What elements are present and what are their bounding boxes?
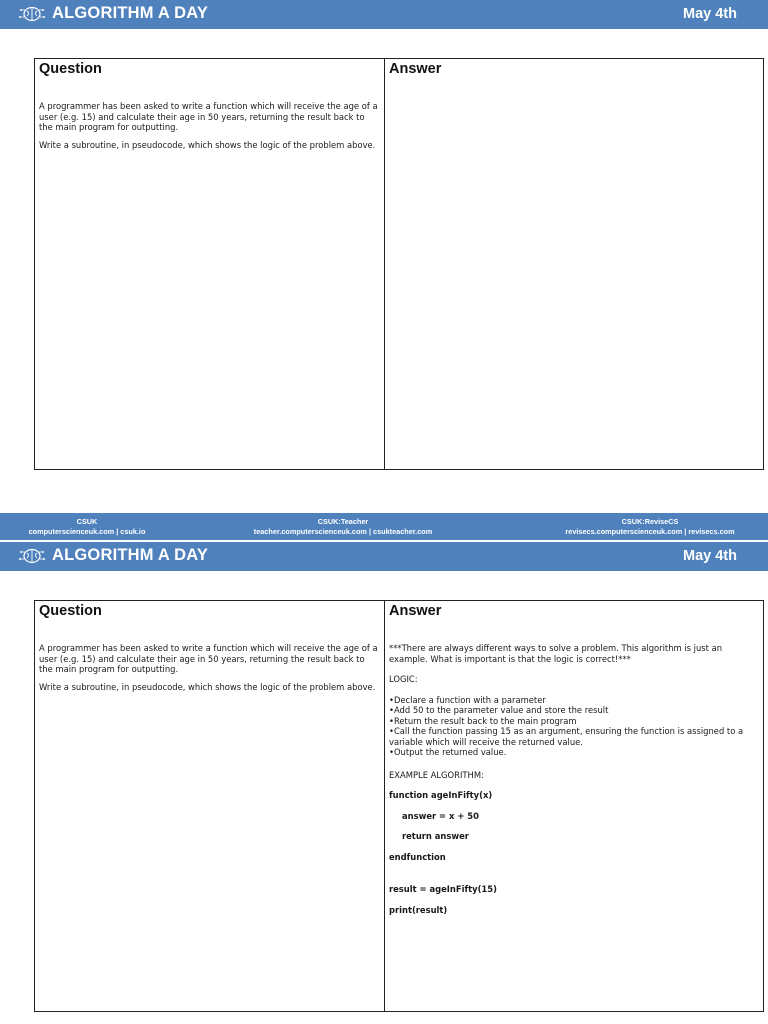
code-line: function ageInFifty(x) — [389, 790, 493, 800]
example-label: EXAMPLE ALGORITHM: — [389, 769, 484, 780]
logic-item: •Return the result back to the main program — [389, 715, 577, 726]
question-paragraph: A programmer has been asked to write a function which will receive the age of a user (e.g. 15) and calculate their age in 50 years, returning the result back to the main program for outputting. — [39, 643, 378, 674]
logic-item: •Add 50 to the parameter value and store the result — [389, 705, 609, 715]
footer-csuk-links[interactable]: computerscienceuk.com | csuk.io — [28, 526, 146, 536]
header-date: May 4th — [683, 548, 737, 564]
footer-csuk — [14, 517, 160, 536]
question-answer-card-top — [34, 58, 764, 470]
answer-heading: Answer — [389, 603, 442, 619]
code-line: return answer — [402, 831, 469, 841]
header-title: ALGORITHM A DAY — [52, 4, 209, 22]
answer-column — [385, 59, 763, 469]
question-answer-card-bottom — [34, 600, 764, 1012]
answer-column — [385, 601, 763, 1011]
header-title: ALGORITHM A DAY — [52, 546, 209, 564]
question-paragraph: A programmer has been asked to write a function which will receive the age of a user (e.g. 15) and calculate their age in 50 years, returning the result back to the main program for outputting. — [39, 101, 378, 132]
footer-teacher-links[interactable]: teacher.computerscienceuk.com | csukteacher.com — [253, 526, 433, 536]
footer-revise-links[interactable]: revisecs.computerscienceuk.com | revisecs.com — [565, 526, 735, 536]
footer-teacher — [232, 517, 454, 536]
footer-revise — [548, 517, 752, 536]
question-text — [39, 101, 380, 150]
code-line: answer = x + 50 — [402, 810, 479, 821]
code-line: print(result) — [389, 904, 448, 915]
page-header-bottom — [0, 542, 768, 571]
question-column — [35, 59, 385, 469]
code-line: result = ageInFifty(15) — [389, 884, 497, 894]
page-header-top — [0, 0, 768, 29]
answer-note: ***There are always different ways to solve a problem. This algorithm is just an example. What is important is that the logic is correct!*** — [389, 643, 723, 664]
footer-csuk-name: CSUK — [76, 517, 98, 526]
logic-list — [389, 695, 759, 758]
header-date: May 4th — [683, 6, 737, 22]
footer-teacher-name: CSUK:Teacher — [317, 517, 369, 526]
brain-circuit-icon — [18, 4, 46, 24]
question-paragraph: Write a subroutine, in pseudocode, which shows the logic of the problem above. — [39, 681, 376, 692]
footer-revise-name: CSUK:ReviseCS — [621, 517, 679, 526]
question-column — [35, 601, 385, 1011]
logic-item: •Declare a function with a parameter — [389, 694, 546, 705]
logic-item: •Call the function passing 15 as an argument, ensuring the function is assigned to a variable which will receive the returned value. — [389, 726, 744, 747]
page-footer — [0, 513, 768, 540]
question-heading: Question — [39, 61, 102, 77]
answer-heading: Answer — [389, 61, 442, 77]
question-paragraph: Write a subroutine, in pseudocode, which shows the logic of the problem above. — [39, 139, 376, 150]
code-block — [389, 790, 759, 915]
logic-item: •Output the returned value. — [389, 747, 507, 757]
answer-text — [389, 643, 759, 915]
code-line: endfunction — [389, 851, 446, 862]
question-heading: Question — [39, 603, 102, 619]
logic-label: LOGIC: — [389, 674, 418, 684]
question-text — [39, 643, 380, 692]
brain-circuit-icon — [18, 546, 46, 566]
